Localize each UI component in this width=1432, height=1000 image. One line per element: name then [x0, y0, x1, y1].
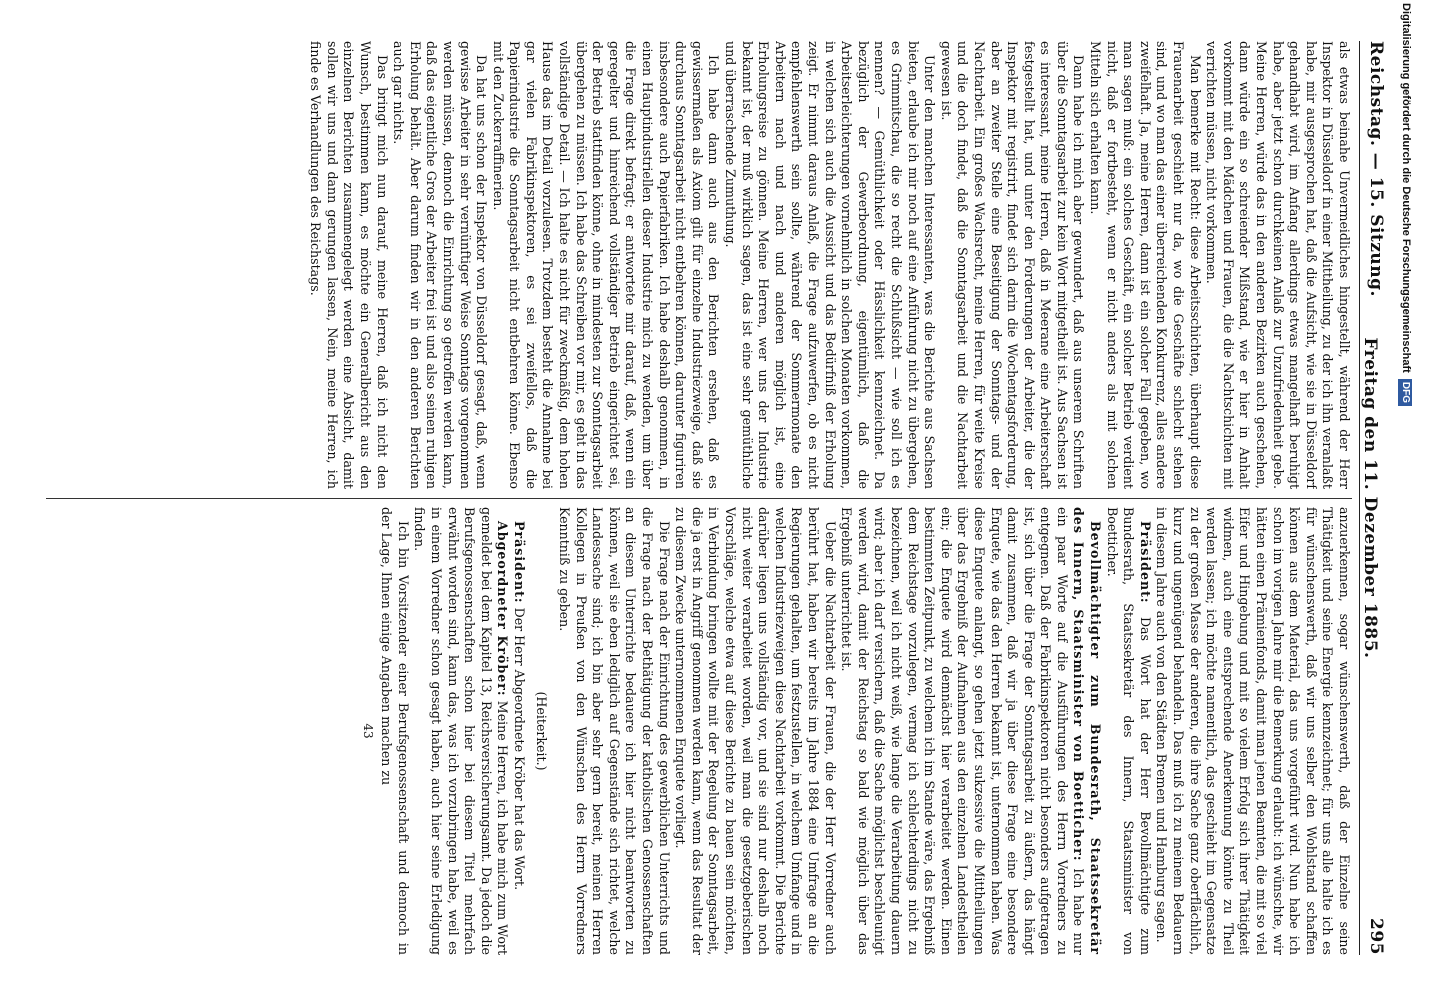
- paragraph: Ueber die Nachtarbeit der Frauen, die der Herr Vorredner auch berührt hat, haben wir bereits im Jahre 1884 eine Umfrage an die Regierungen gehalten, um festzustellen, in welchem Umfange und in welchen Industriezweigen diese Nachtarbeit vorkommt. Die Berichte darüber liegen uns vollständig vor, und sie sind nur deshalb noch nicht weiter verarbeitet worden, weil man die gesetzgeberischen Vorschläge, welche etwa auf diese Berichte zu bauen sein möchten, in Verbindung bringen wollte mit der Regelung der Sonntagsarbeit, die ja erst in Angriff genommen werden kann, wenn das Resultat der zu diesem Zwecke unternommenen Enquete vorliegt.: [673, 507, 838, 955]
- speech-text: Das Wort hat der Herr Bevollmächtigte zum Bundesrath, Staatssekretär des Innern, Staatsminister von Boetticher.: [1104, 507, 1153, 955]
- header-session: Reichstag. — 15. Sitzung.: [1366, 41, 1386, 297]
- speech-text: Ich habe nur ein paar Worte auf die Ausführungen des Herrn Vorredners zu entgegnen. Daß der Fabrikinspektoren nicht besonders aufgetragen ist, sich über die Frage der Sonntagsarbeit zu äußern, das hängt damit zusammen, daß wir ja über diese Frage eine besondere Enquete, wie das den Herren bekannt ist, unternommen haben. Was diese Enquete anlangt, so gehen jetzt sukzessive die Mittheilungen über das Ergebniß der Aufnahmen aus den einzelnen Landestheilen ein; die Enquete wird demnächst hier verarbeitet werden. Einen bestimmten Zeitpunkt, zu welchem ich im Stande wäre, das Ergebniß dem Reichstage vorzulegen, vermag ich schlechterdings nicht zu bezeichnen, weil ich nicht weiß, wie lange die Verarbeitung dauern wird; aber ich darf versichern, daß die Sache möglichst beschleunigt werden wird, damit der Reichstag so bald wie möglich über das Ergebniß unterrichtet ist.: [839, 507, 1087, 955]
- credit-text: Digitalisierung gefördert durch die Deutsche Forschungsgemeinschaft: [1400, 3, 1412, 373]
- speech-text: Der Herr Abgeordnete Kröber hat das Wort.: [511, 607, 527, 891]
- speaker-name: Abgeordneter Kröber:: [495, 521, 511, 697]
- paragraph: Die Frage nach der Einrichtung des gewerblichen Unterrichts und die Frage nach der Bethätigung der katholischen Genossenschaften an diesem Unterrichte bedauere ich hier nicht beantworten zu können, weil sie eben lediglich auf Gegenstände sich richtet, welche Landessache sind; ich bin aber sehr gern bereit, meinen Herren Kollegen in Preußen von den Wünschen des Herrn Vorredners Kenntniß zu geben.: [557, 507, 672, 955]
- speech-text: Meine Herren, ich habe mich zum Wort gemeldet bei dem Kapitel 13, Reichsversicherungsamt. Da jedoch die Berufsgenossenschaften schon hier bei diesem Titel mehrfach erwähnt worden sind, kann das, was ich vorzubringen habe, weil es in einem Vorredner schon gesagt haben, auch hier seine Erledigung finden.: [412, 507, 511, 955]
- speaker-name: Präsident:: [511, 521, 527, 604]
- speaker-name: Bevollmächtigter zum Bundesrath, Staatssekretär des Innern, Staatsminister von Boetticher:: [1071, 507, 1104, 955]
- paragraph: Dann habe ich mich aber gewundert, daß aus unserem Schriften über die Sonntagsarbeit zur kein Wort mitgetheilt ist. Aus Sachsen ist es interessant, meine Herren, daß in Meerane eine Arbeiterschaft festgestellt hat, und unter den Forderungen der Arbeiter, die der Inspektor mit registrirt, findet sich darin die Wochentagsforderung, aber an zweiter Stelle eine Beseitigung der Sonntags- und der Nachtarbeit. Ein großes Wachsrecht, meine Herren, für weite Kreise und die doch findet, daß die Sonntagsarbeit und die Nachtarbeit gewesen ist.: [938, 41, 1087, 489]
- text-columns: [46, 41, 1352, 955]
- speech-paragraph: [1103, 507, 1153, 955]
- paragraph: Man bemerke mit Recht: diese Arbeitsschichten, überhaupt diese Frauenarbeit geschieht nur da, wo die Geschäfte schlecht stehen sind, und wo man das einer überreichenden Konkurrenz, alles andere zweifelhaft. Ja, meine Herren, dann ist ein solcher Fall gegeben, wo man sagen muß: ein solches Geschäft, ein solcher Betrieb verdient nicht, daß er fortbesteht, wenn er nicht anders als mit solchen Mitteln sich erhalten kann.: [1088, 41, 1203, 489]
- paragraph: Ich habe dann auch aus den Berichten ersehen, daß es gewissermaßen als Axiom gilt für einzelne Industriezweige, daß sie durchaus Sonntagsarbeit nicht entbehren können, darunter figuriren insbesondere auch Papierfabriken. Ich habe deshalb genommen, in einen Hauptindustriellen dieser Industrie mich zu wenden, um über die Frage direkt befragt; er antwortete mir darauf, daß, wenn ein geregelter und hinreichend vollständiger Betrieb eingerichtet sei, der Betrieb stattfinden könne, ohne in mindesten zur Sonntagsarbeit übergehen zu müssen. Ich habe das Schreiben vor mir, es geht in das vollständige Detail. — Ich halte es nicht für zweckmäßig, dem hohen Hause das im Detail vorzulesen. Trotzdem besteht die Annahme bei gar vielen Fabrikinspektoren, es sei zweifellos, daß die Papierindustrie die Sonntagsarbeit nicht entbehren könne. Ebenso mit den Zuckerraffinerien.: [490, 41, 722, 489]
- signature-number: 43: [360, 723, 375, 739]
- paragraph: als etwas beinahe Unvermeidliches hingestellt, während der Herr Inspektor in Düsseldorf in einer Mittheilung, zu der ich ihn veranlaßt habe, mir ausgesprochen hat, daß die Aufsicht, wie sie in Düsseldorf gehandhabt wird, im Anfang allerdings etwas mangelhaft beruhigt habe, aber jetzt schon durchkeinen Anlaß zur Unzufriedenheit gebe. Meine Herren, würde das in den anderen Bezirken auch geschehen, dann würde ein so schreiender Mißstand, wie er hier in Anhalt vorkommt mit den Mädchen und Frauen, die die Nachtschichten mit verrichten müssen, nicht vorkommen.: [1204, 41, 1352, 489]
- column-divider: [46, 498, 1352, 499]
- header-date: Freitag den 11. Dezember 1885.: [1360, 337, 1380, 659]
- paragraph: anzuerkennen, sogar wünschenswerth, daß der Einzelne seine Thätigkeit und seine Energie kennzeichnet; für uns alle halte ich es für wünschenswerth, daß wir uns selber den Wohlstand schaffen können aus dem Material, das uns vorgeführt wird. Nun habe ich schon im vorigen Jahre mir die Bemerkung erlaubt: ich wünschte, wir hätten einen Prämienfonds, damit man jenen Beamten, die mit so viel Eifer und Hingebung und mit so vielem Erfolg sich ihrer Thätigkeit widmen, auch eine entsprechende Anerkennung könnte zu Theil werden lassen; ich möchte namentlich, das geschieht im Gegensatze zu der großen Masse der anderen, die ihre Sache ganz oberflächlich, kurz und ungenügend behandeln. Das muß ich zu meinem Bedauern in diesem Jahre auch von den Städten Bremen und Hamburg sagen.: [1154, 507, 1352, 955]
- page-number: 295: [1366, 918, 1386, 955]
- paragraph: Da hat uns schon der Inspektor von Düsseldorf gesagt, daß, wenn gewisse Arbeiter in sehr vernünftiger Weise Sonntags vorgenommen werden müssen, dennoch die Einrichtung so getroffen werden kann, daß das eigentliche Gros der Arbeiter frei ist und also seinen ruhigen Erholung behält. Aber darum finden wir in den anderen Berichten auch gar nichts.: [391, 41, 490, 489]
- left-column: [46, 41, 1352, 489]
- reaction-note: (Heiterkeit.): [534, 691, 550, 771]
- paragraph: Unter den manchen Interessanten, was die Berichte aus Sachsen bieten, erlaube ich mir noch auf eine Anführung nicht zu übergehen, es Grimmitschau, die so recht die Schlußsicht — wie soll ich es nennen? — Gemüthlichkeit oder Hässlichkeit kennzeichnet. Da bezüglich der Gewerbeordnung, eigentümlich, daß die Arbeitserleichterungen vornehmlich in solchen Monaten vorkommen, in welchen sich auch die Aussicht und das Bedürfniß der Erholung zeigt. Er nimmt daraus Anlaß, die Frage aufzuwerfen, ob es nicht empfehlenswerth sein sollte, während der Sommermonate den Arbeitern nach und nach und anderen möglich ist, eine Erholungsreise zu gönnen. Meine Herren, wer uns der Industrie bekannt ist, der muß wirklich sagen, das ist eine sehr gemüthliche und überraschende Zumuthung.: [723, 41, 938, 489]
- digitization-credit: [1398, 3, 1414, 997]
- paragraph: Das bringt mich nun darauf, meine Herren, daß ich nicht den Wunsch, bestimmen kann, es möchte ein Generalbericht aus den einzelnen Berichten zusammengelegt werden eine Absicht, damit sollen wir uns und dann gerungen lassen, Nein, meine Herren, ich finde es Verhandlungen des Reichstags.: [308, 41, 390, 489]
- speech-paragraph: [838, 507, 1104, 955]
- speech-paragraph: [411, 507, 511, 955]
- speech-paragraph: [510, 507, 527, 955]
- newspaper-page: [26, 15, 1406, 985]
- paragraph: Ich bin Vorsitzender einer Berufsgenossenschaft und dennoch in der Lage, Ihnen einige Angaben machen zu: [379, 507, 411, 955]
- right-column: [46, 507, 1352, 955]
- page-header: [1359, 41, 1392, 955]
- dfg-logo: DFG: [1398, 379, 1412, 406]
- speaker-name: Präsident:: [1137, 521, 1153, 604]
